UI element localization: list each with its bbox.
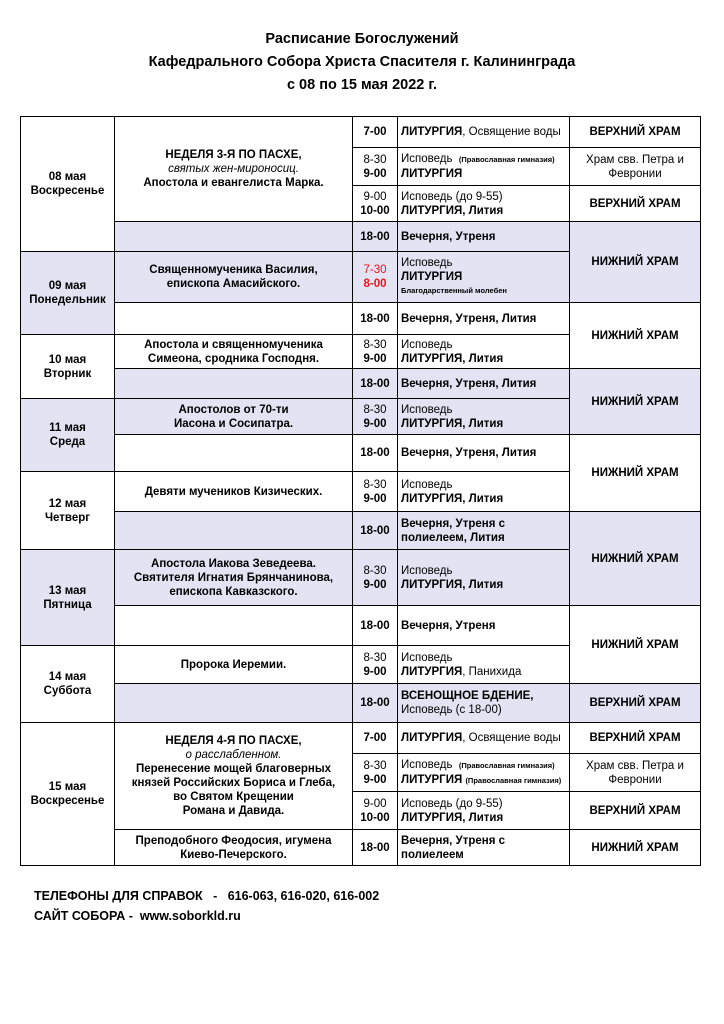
time-cell: 18-00	[353, 435, 398, 472]
saint-line: князей Российских Бориса и Глеба,	[131, 777, 336, 789]
service-note: , Панихида	[462, 665, 522, 678]
table-row	[21, 512, 701, 550]
day-date: 15 мая	[48, 781, 87, 793]
saint-line: Романа и Давида.	[182, 805, 285, 817]
service: Исповедь (до 9-55)	[401, 797, 503, 810]
service: ЛИТУРГИЯ	[401, 168, 463, 180]
page-title	[0, 28, 724, 97]
time: 8-30	[363, 403, 387, 416]
service-cell	[398, 472, 570, 512]
day-cell	[21, 646, 115, 723]
day-cell	[21, 252, 115, 335]
church-cell: НИЖНИЙ ХРАМ	[570, 512, 701, 606]
saint-cell	[115, 335, 353, 369]
time: 9-00	[363, 773, 387, 786]
day-cell	[21, 550, 115, 646]
service: Исповедь	[401, 338, 453, 351]
saint-cell	[115, 369, 353, 399]
time-cell	[353, 186, 398, 222]
title-line-3: с 08 по 15 мая 2022 г.	[286, 77, 438, 93]
time: 8-30	[363, 759, 387, 772]
time-cell: 18-00	[353, 512, 398, 550]
saint-cell	[115, 830, 353, 866]
saint-line: епископа Амасийского.	[166, 278, 301, 290]
service-cell	[398, 646, 570, 684]
service-cell	[398, 723, 570, 754]
service: ЛИТУРГИЯ	[401, 665, 463, 678]
service: ЛИТУРГИЯ, Лития	[401, 204, 504, 217]
saint-line: Симеона, сродника Господня.	[147, 352, 320, 365]
time-cell: 18-00	[353, 606, 398, 646]
saint-cell	[115, 435, 353, 472]
saint-cell	[115, 303, 353, 335]
time-cell: 18-00	[353, 830, 398, 866]
day-weekday: Воскресенье	[30, 795, 105, 807]
service-cell: Вечерня, Утреня	[398, 222, 570, 252]
time: 9-00	[363, 167, 387, 180]
site-link[interactable]: САЙТ СОБОРА - www.soborkld.ru	[34, 909, 241, 923]
saint-line: Пророка Иеремии.	[180, 658, 287, 671]
table-row	[21, 723, 701, 754]
day-date: 10 мая	[48, 353, 87, 366]
day-cell	[21, 117, 115, 252]
service: Исповедь	[401, 651, 453, 664]
time: 8-30	[363, 153, 387, 166]
saint-line: НЕДЕЛЯ 3-Я ПО ПАСХЕ,	[165, 149, 302, 161]
time: 8-30	[363, 338, 387, 351]
service: Исповедь	[401, 564, 453, 577]
service: ЛИТУРГИЯ, Лития	[401, 578, 504, 591]
time: 9-00	[363, 190, 387, 203]
saint-cell	[115, 252, 353, 303]
time: 9-00	[363, 417, 387, 430]
time-cell: 18-00	[353, 303, 398, 335]
service: Исповедь (до 9-55)	[401, 190, 503, 203]
service: ЛИТУРГИЯ	[401, 773, 463, 786]
service: ЛИТУРГИЯ	[401, 271, 463, 283]
service-cell	[398, 148, 570, 186]
service-cell	[398, 117, 570, 148]
saint-line: НЕДЕЛЯ 4-Я ПО ПАСХЕ,	[165, 735, 302, 747]
time: 8-00	[363, 278, 387, 290]
service: ЛИТУРГИЯ, Лития	[401, 492, 504, 505]
time-cell	[353, 792, 398, 830]
day-weekday: Четверг	[44, 511, 91, 524]
service-cell	[398, 399, 570, 435]
table-row	[21, 303, 701, 335]
day-date: 11 мая	[49, 422, 86, 434]
day-weekday: Воскресенье	[30, 185, 105, 197]
day-weekday: Вторник	[43, 367, 92, 380]
day-weekday: Среда	[49, 436, 86, 448]
service-cell	[398, 754, 570, 792]
service-cell	[398, 335, 570, 369]
saint-cell	[115, 723, 353, 830]
schedule-table	[20, 116, 701, 866]
time: 9-00	[363, 665, 387, 678]
church-cell: ВЕРХНИЙ ХРАМ	[570, 792, 701, 830]
day-date: 12 мая	[48, 497, 87, 510]
day-cell	[21, 399, 115, 472]
saint-line: Девяти мучеников Кизических.	[144, 485, 323, 498]
saint-line: во Святом Крещении	[173, 791, 294, 803]
saint-cell	[115, 606, 353, 646]
church-cell	[570, 754, 701, 792]
time-cell: 7-00	[353, 723, 398, 754]
service-note: , Освящение воды	[462, 126, 561, 138]
service: Исповедь (с 18-00)	[401, 704, 502, 716]
saint-cell	[115, 117, 353, 222]
church-cell: ВЕРХНИЙ ХРАМ	[570, 186, 701, 222]
time: 8-30	[363, 564, 387, 577]
saint-cell	[115, 472, 353, 512]
title-line-1: Расписание Богослужений	[265, 31, 459, 47]
saint-line: о расслабленном.	[185, 749, 282, 761]
church-cell: НИЖНИЙ ХРАМ	[570, 435, 701, 512]
time-cell: 18-00	[353, 222, 398, 252]
service-note: , Освящение воды	[462, 732, 561, 744]
phones-line: ТЕЛЕФОНЫ ДЛЯ СПРАВОК - 616-063, 616-020, 616-002	[34, 889, 380, 903]
table-row	[21, 222, 701, 252]
church-cell: НИЖНИЙ ХРАМ	[570, 606, 701, 684]
table-row	[21, 369, 701, 399]
saint-line: Перенесение мощей благоверных	[135, 763, 332, 775]
day-date: 09 мая	[48, 280, 87, 292]
service: ЛИТУРГИЯ	[401, 126, 463, 138]
day-weekday: Суббота	[43, 685, 92, 697]
time-cell	[353, 252, 398, 303]
day-date: 13 мая	[48, 584, 87, 597]
saint-cell	[115, 222, 353, 252]
day-weekday: Пятница	[43, 598, 92, 611]
church-cell: ВЕРХНИЙ ХРАМ	[570, 117, 701, 148]
saint-line: Апостолов от 70-ти	[178, 403, 289, 416]
time: 10-00	[360, 811, 390, 824]
saint-line: Апостола Иакова Зеведеева.	[151, 557, 316, 570]
service: ЛИТУРГИЯ, Лития	[401, 811, 504, 824]
church-cell: НИЖНИЙ ХРАМ	[570, 222, 701, 303]
service-note: (Православная гимназия)	[458, 155, 555, 164]
service: полиелеем	[401, 848, 464, 861]
service-cell	[398, 512, 570, 550]
service-note: (Православная гимназия)	[458, 760, 555, 770]
saint-line: Апостола и священномученика	[144, 338, 323, 351]
service-cell: Вечерня, Утреня, Лития	[398, 435, 570, 472]
saint-line: Священномученика Василия,	[149, 264, 318, 276]
saint-cell	[115, 684, 353, 723]
saint-cell	[115, 512, 353, 550]
church-line: Храм свв. Петра и	[586, 759, 684, 772]
service: ЛИТУРГИЯ	[401, 732, 463, 744]
service-note: Благодарственный молебен	[401, 286, 507, 295]
church-cell	[570, 148, 701, 186]
time-cell	[353, 148, 398, 186]
time-cell	[353, 335, 398, 369]
title-line-2: Кафедрального Собора Христа Спасителя г. Калининграда	[148, 54, 576, 70]
time-cell: 18-00	[353, 684, 398, 723]
service: Исповедь	[401, 403, 453, 416]
time: 8-30	[363, 651, 387, 664]
time: 9-00	[363, 492, 387, 505]
table-row	[21, 435, 701, 472]
church-cell: НИЖНИЙ ХРАМ	[570, 830, 701, 866]
day-weekday: Понедельник	[29, 294, 106, 306]
service-cell	[398, 252, 570, 303]
church-line: Февронии	[608, 773, 662, 786]
day-date: 08 мая	[48, 171, 87, 183]
saint-line: святых жен-мироносиц.	[168, 163, 299, 175]
service: Вечерня, Утреня с	[401, 834, 506, 847]
time-cell	[353, 550, 398, 606]
time: 9-00	[363, 797, 387, 810]
service-cell: Вечерня, Утреня, Лития	[398, 303, 570, 335]
footer	[34, 886, 379, 926]
table-row	[21, 117, 701, 148]
day-cell	[21, 335, 115, 399]
service: Исповедь	[401, 257, 453, 269]
service: Вечерня, Утреня с	[401, 517, 506, 530]
saint-line: Святителя Игнатия Брянчанинова,	[133, 571, 334, 584]
time-cell	[353, 646, 398, 684]
time-cell	[353, 117, 398, 148]
saint-line: Иасона и Сосипатра.	[173, 417, 294, 430]
saint-line: Киево-Печерского.	[180, 848, 287, 861]
service: ЛИТУРГИЯ, Лития	[401, 417, 504, 430]
time: 8-30	[363, 478, 387, 491]
church-cell: ВЕРХНИЙ ХРАМ	[570, 723, 701, 754]
service-cell	[398, 684, 570, 723]
table-row	[21, 830, 701, 866]
service: полиелеем, Лития	[401, 531, 505, 544]
service-cell	[398, 792, 570, 830]
time: 9-00	[363, 352, 387, 365]
service-cell	[398, 186, 570, 222]
day-date: 14 мая	[48, 671, 87, 683]
church-cell: НИЖНИЙ ХРАМ	[570, 303, 701, 369]
saint-cell	[115, 550, 353, 606]
time-cell	[353, 399, 398, 435]
church-cell: ВЕРХНИЙ ХРАМ	[570, 684, 701, 723]
day-cell	[21, 723, 115, 866]
service: Исповедь	[401, 478, 453, 491]
time: 7-30	[363, 264, 387, 276]
saint-cell	[115, 399, 353, 435]
service-cell	[398, 830, 570, 866]
time-cell	[353, 754, 398, 792]
service: ЛИТУРГИЯ, Лития	[401, 352, 504, 365]
time: 10-00	[360, 204, 390, 217]
time: 9-00	[363, 578, 387, 591]
saint-line: епископа Кавказского.	[169, 585, 298, 598]
service-cell	[398, 550, 570, 606]
service-note: (Православная гимназия)	[465, 775, 562, 785]
table-row	[21, 606, 701, 646]
church-line: Храм свв. Петра и	[586, 153, 684, 166]
service: ВСЕНОЩНОЕ БДЕНИЕ,	[401, 690, 534, 702]
church-cell: НИЖНИЙ ХРАМ	[570, 369, 701, 435]
saint-cell	[115, 646, 353, 684]
day-cell	[21, 472, 115, 550]
church-line: Февронии	[608, 167, 662, 180]
time-cell	[353, 472, 398, 512]
table-row	[21, 684, 701, 723]
time-cell: 18-00	[353, 369, 398, 399]
service-cell: Вечерня, Утреня	[398, 606, 570, 646]
service: Исповедь	[401, 758, 453, 771]
saint-line: Апостола и евангелиста Марка.	[143, 177, 324, 189]
saint-line: Преподобного Феодосия, игумена	[135, 834, 332, 847]
service-cell: Вечерня, Утреня, Лития	[398, 369, 570, 399]
time: 7-00	[363, 126, 387, 138]
service: Исповедь	[401, 153, 453, 165]
